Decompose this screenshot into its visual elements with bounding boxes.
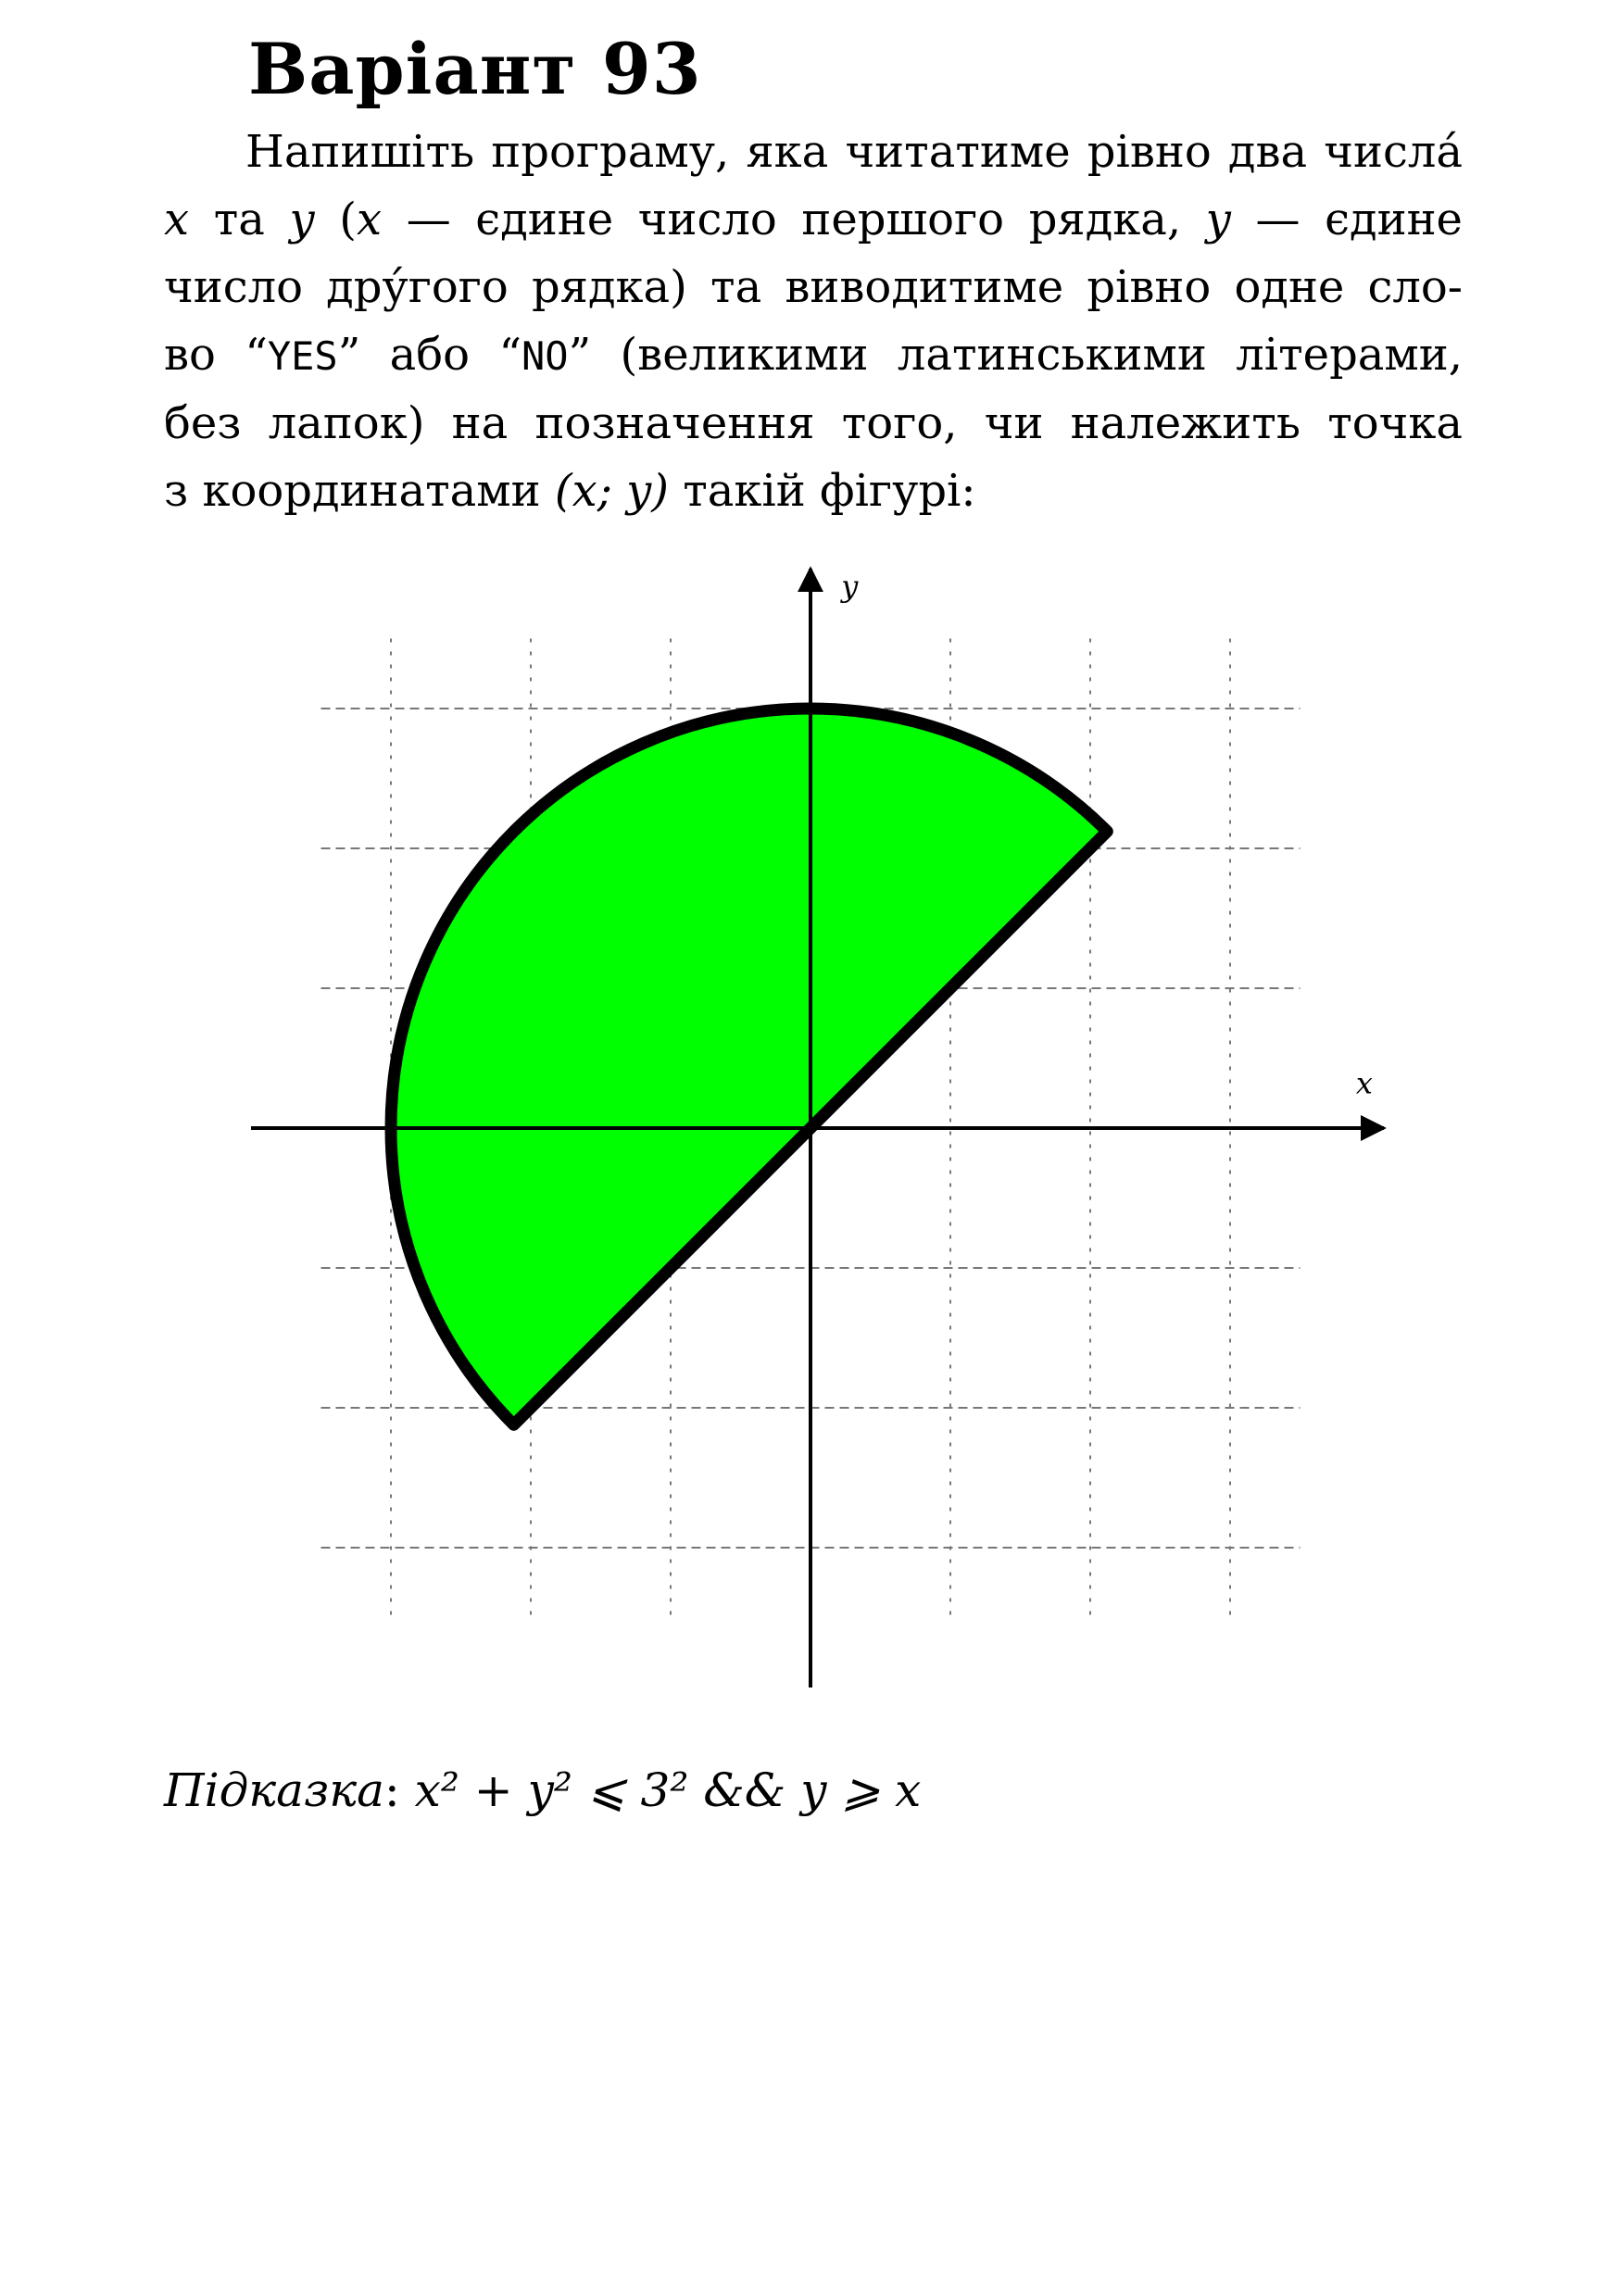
var-y-2: y: [1205, 194, 1231, 245]
hint: [164, 1763, 921, 1817]
task-line-5: без лапок) на позначення того, чи належить точка: [164, 397, 1463, 449]
word-ta: та: [213, 194, 265, 245]
page-title: Варіант 93: [248, 28, 702, 110]
yes-word: YES: [267, 333, 338, 379]
l6-pre: з координатами: [164, 465, 541, 517]
var-x-2: x: [356, 194, 383, 245]
l4-mid: ” або “: [337, 329, 522, 381]
hint-formula: x² + y² ⩽ 3² && y ⩾ x: [414, 1763, 922, 1817]
paren-open: (: [339, 194, 357, 245]
var-y: y: [289, 194, 315, 245]
coord-pair: (x; y): [554, 465, 669, 517]
shaded-region: [391, 709, 1107, 1424]
x-axis-label: x: [1355, 1065, 1373, 1101]
l6-post: такій фігурі:: [683, 465, 976, 517]
no-word: NO: [521, 333, 569, 379]
task-line-3: число дру́гого рядка) та виводитиме рівно одне сло-: [164, 261, 1463, 313]
var-x: x: [164, 194, 190, 245]
task-line-1: Напишіть програму, яка читатиме рівно два числа́: [245, 126, 1463, 178]
hint-colon: :: [383, 1763, 400, 1817]
y-axis-label: y: [841, 569, 859, 605]
l4-post: ” (великими латинськими літерами,: [568, 329, 1463, 381]
hint-label: Підказка: [164, 1763, 384, 1817]
l4-pre: во “: [164, 329, 268, 381]
dash-text-1: — єдине число першого рядка,: [406, 194, 1182, 245]
dash-text-2: — єдине: [1255, 194, 1463, 245]
